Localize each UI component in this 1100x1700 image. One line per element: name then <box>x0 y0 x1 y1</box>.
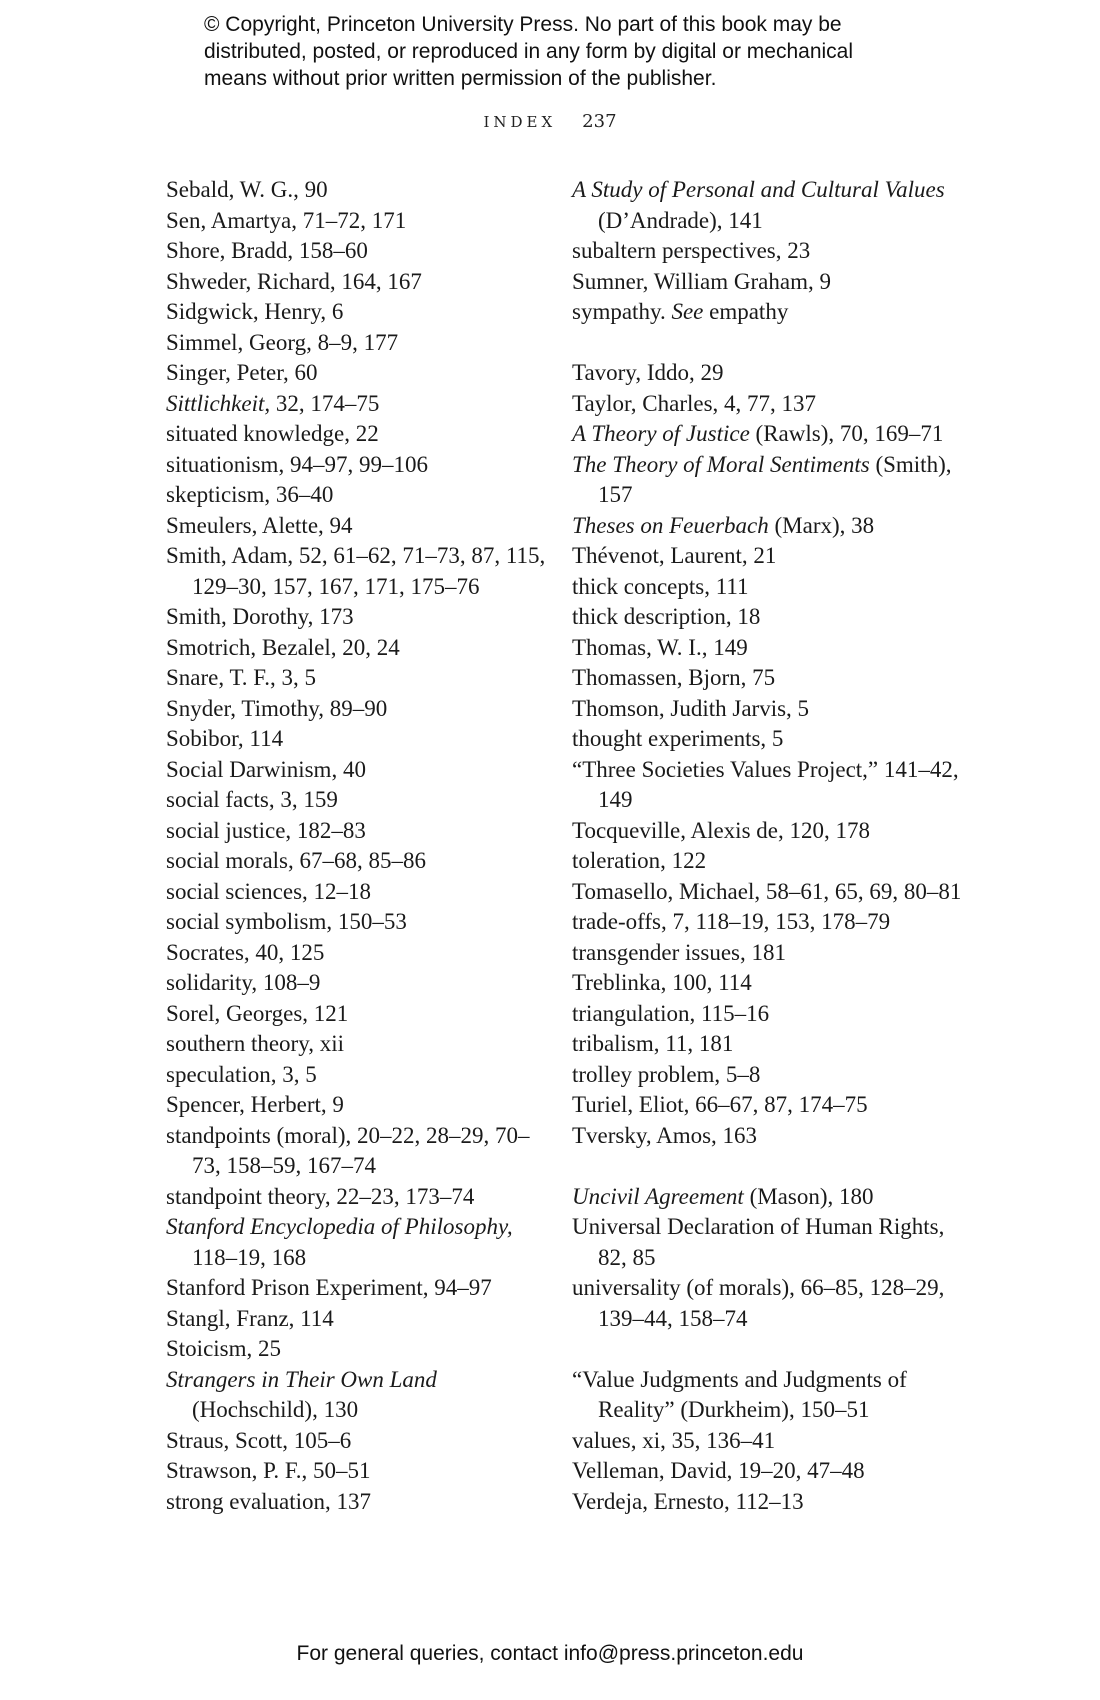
index-entry <box>572 175 972 236</box>
index-entry-text: Stanford Prison Experiment, 94–97 <box>166 1275 492 1300</box>
index-entry <box>572 1365 972 1426</box>
index-entry-text: Velleman, David, 19–20, 47–48 <box>572 1458 865 1483</box>
index-entry-text: Taylor, Charles, 4, 77, 137 <box>572 390 817 416</box>
index-entry <box>572 572 972 603</box>
index-entry-text: 32, 174–75 <box>270 390 380 416</box>
index-entry-see: See <box>671 299 704 324</box>
index-entry-text: Simmel, Georg, 8–9, 177 <box>166 329 399 355</box>
index-entry-text: social morals, 67–68, 85–86 <box>166 848 426 873</box>
index-entry-text: sympathy. <box>572 299 672 324</box>
index-entry-text: speculation, 3, 5 <box>166 1061 317 1087</box>
index-entry <box>166 1182 546 1213</box>
index-entry-text: Tocqueville, Alexis de, 120, 178 <box>572 817 870 843</box>
index-entry-text: Straus, Scott, 105–6 <box>166 1427 352 1453</box>
index-entry <box>572 541 972 572</box>
index-entry-text: Universal Declaration of Human Rights, 82, 85 <box>572 1214 945 1270</box>
index-entry-title: A Theory of Justice <box>572 421 750 446</box>
index-entry <box>572 267 972 298</box>
index-entry <box>572 968 972 999</box>
index-entry <box>572 1487 972 1518</box>
index-entry-text: Thomson, Judith Jarvis, 5 <box>572 695 810 721</box>
page-number: 237 <box>582 111 617 132</box>
index-entry-text: situationism, 94–97, 99–106 <box>166 451 428 477</box>
index-entry <box>572 236 972 267</box>
index-entry-text: Social Darwinism, 40 <box>166 756 366 782</box>
index-entry-text: triangulation, 115–16 <box>572 1000 770 1026</box>
index-letter-gap <box>572 1334 972 1365</box>
index-entry-title: Sittlichkeit, <box>166 390 271 416</box>
index-entry <box>572 358 972 389</box>
index-entry-text: (Hochschild), 130 <box>192 1397 359 1422</box>
index-entry-text: social sciences, 12–18 <box>166 878 372 904</box>
index-entry <box>166 1212 546 1273</box>
index-entry-text: Thomas, W. I., 149 <box>572 634 748 660</box>
index-entry <box>166 846 546 877</box>
index-entry <box>166 1273 546 1304</box>
index-entry-title: Uncivil Agreement <box>572 1183 744 1209</box>
index-entry-text: trolley problem, 5–8 <box>572 1061 761 1087</box>
index-entry <box>572 816 972 847</box>
index-entry <box>572 633 972 664</box>
index-entry-text: standpoint theory, 22–23, 173–74 <box>166 1183 475 1209</box>
copyright-line: © Copyright, Princeton University Press. No part of this book may be <box>204 13 842 36</box>
index-entry-text: 118–19, 168 <box>192 1244 307 1270</box>
index-column-right <box>572 175 972 1517</box>
index-entry <box>572 938 972 969</box>
index-letter-gap <box>572 1151 972 1182</box>
index-entry <box>572 1426 972 1457</box>
index-entry-text: thought experiments, 5 <box>572 726 784 751</box>
running-head <box>0 111 1100 132</box>
index-entry <box>572 1060 972 1091</box>
index-entry-text: southern theory, xii <box>166 1031 345 1056</box>
index-entry-text: Sumner, William Graham, 9 <box>572 268 831 294</box>
index-entry-text: situated knowledge, 22 <box>166 421 379 446</box>
index-entry-text: (Rawls), 70, 169–71 <box>749 421 944 446</box>
index-entry <box>166 663 546 694</box>
index-entry-text: Sorel, Georges, 121 <box>166 1000 349 1026</box>
index-entry <box>572 694 972 725</box>
index-entry-text: (D’Andrade), 141 <box>598 207 763 233</box>
index-entry-text: skepticism, 36–40 <box>166 482 334 507</box>
index-entry <box>572 755 972 816</box>
index-entry-text: standpoints (moral), 20–22, 28–29, 70–73, 158–59, 167–74 <box>166 1122 530 1178</box>
index-entry-text: Stoicism, 25 <box>166 1336 282 1361</box>
index-entry <box>166 358 546 389</box>
index-entry-text: Smeulers, Alette, 94 <box>166 512 353 538</box>
index-entry-title: Stanford Encyclopedia of Philosophy, <box>166 1214 513 1239</box>
index-entry <box>166 541 546 602</box>
index-entry <box>572 1029 972 1060</box>
index-entry <box>572 1090 972 1121</box>
index-entry <box>166 267 546 298</box>
index-entry <box>572 297 972 328</box>
index-entry <box>572 877 972 908</box>
index-entry-text: Snare, T. F., 3, 5 <box>166 665 316 690</box>
index-entry-text: Snyder, Timothy, 89–90 <box>166 695 388 721</box>
index-entry-text: Thévenot, Laurent, 21 <box>572 543 777 568</box>
index-entry-text: Tversky, Amos, 163 <box>572 1122 758 1148</box>
index-entry-text: Tomasello, Michael, 58–61, 65, 69, 80–81 <box>572 878 962 904</box>
index-entry <box>572 1212 972 1273</box>
index-entry-text: Thomassen, Bjorn, 75 <box>572 665 776 690</box>
running-head-label: INDEX <box>483 113 557 131</box>
index-entry <box>572 389 972 420</box>
index-entry-text: thick description, 18 <box>572 604 761 629</box>
index-entry-text: Tavory, Iddo, 29 <box>572 360 724 385</box>
index-entry <box>166 511 546 542</box>
copyright-line: distributed, posted, or reproduced in any form by digital or mechanical <box>204 40 854 63</box>
index-entry-text: Smotrich, Bezalel, 20, 24 <box>166 634 400 660</box>
index-entry-text: social justice, 182–83 <box>166 817 366 843</box>
index-entry-text: universality (of morals), 66–85, 128–29, 139–44, 158–74 <box>572 1275 945 1331</box>
index-entry-text: Spencer, Herbert, 9 <box>166 1092 344 1117</box>
index-entry <box>166 968 546 999</box>
index-entry <box>166 938 546 969</box>
index-entry-text: (Marx), 38 <box>768 512 875 538</box>
index-entry <box>572 907 972 938</box>
index-entry <box>166 1060 546 1091</box>
index-letter-gap <box>572 328 972 359</box>
index-entry <box>166 1090 546 1121</box>
index-entry-text: social symbolism, 150–53 <box>166 909 407 934</box>
index-entry <box>166 816 546 847</box>
index-entry-text: strong evaluation, 137 <box>166 1488 372 1514</box>
index-entry <box>166 877 546 908</box>
index-entry-text: subaltern perspectives, 23 <box>572 238 811 263</box>
index-entry <box>572 1121 972 1152</box>
index-entry-text: toleration, 122 <box>572 848 707 873</box>
index-entry <box>166 1426 546 1457</box>
index-entry-text: Singer, Peter, 60 <box>166 360 318 385</box>
copyright-line: means without prior written permission of the publisher. <box>204 67 717 90</box>
index-entry <box>166 1304 546 1335</box>
index-entry <box>166 1121 546 1182</box>
index-entry-text: Shore, Bradd, 158–60 <box>166 238 368 263</box>
index-entry-text: thick concepts, 111 <box>572 573 749 599</box>
index-entry-text: “Value Judgments and Judgments of Reality” (Durkheim), 150–51 <box>572 1366 907 1422</box>
index-entry <box>166 419 546 450</box>
index-entry-text: trade-offs, 7, 118–19, 153, 178–79 <box>572 909 891 934</box>
footer-contact: For general queries, contact info@press.princeton.edu <box>296 1642 804 1665</box>
index-entry <box>166 206 546 237</box>
index-entry <box>572 1182 972 1213</box>
index-entry-text: Smith, Dorothy, 173 <box>166 604 354 629</box>
index-entry <box>166 450 546 481</box>
index-entry <box>166 999 546 1030</box>
index-entry-text: transgender issues, 181 <box>572 939 786 965</box>
index-entry <box>166 175 546 206</box>
index-entry-text: (Smith), 157 <box>598 451 952 507</box>
index-entry <box>572 419 972 450</box>
index-entry-text: solidarity, 108–9 <box>166 970 321 995</box>
index-entry <box>166 785 546 816</box>
index-entry-title: The Theory of Moral Sentiments <box>572 451 870 477</box>
index-entry-title: A Study of Personal and Cultural Values <box>572 177 945 202</box>
index-entry-text: Sobibor, 114 <box>166 726 284 751</box>
index-entry-title: Theses on Feuerbach <box>572 512 769 538</box>
index-entry-text: “Three Societies Values Project,” 141–42, 149 <box>572 756 959 812</box>
index-entry <box>166 633 546 664</box>
index-entry-text: Treblinka, 100, 114 <box>572 970 752 995</box>
index-entry-text: Socrates, 40, 125 <box>166 939 325 965</box>
index-entry <box>166 236 546 267</box>
index-entry-text: Verdeja, Ernesto, 112–13 <box>572 1488 804 1514</box>
index-entry <box>572 602 972 633</box>
index-entry <box>166 1029 546 1060</box>
index-entry-text: Smith, Adam, 52, 61–62, 71–73, 87, 115, 129–30, 157, 167, 171, 175–76 <box>166 543 546 599</box>
index-entry <box>572 999 972 1030</box>
index-column-left <box>166 175 546 1517</box>
index-entry <box>166 1365 546 1426</box>
index-entry-text: values, xi, 35, 136–41 <box>572 1427 776 1453</box>
index-entry-text: Sebald, W. G., 90 <box>166 177 328 202</box>
index-entry <box>166 1487 546 1518</box>
index-entry <box>166 389 546 420</box>
index-entry <box>166 480 546 511</box>
index-entry <box>166 297 546 328</box>
index-entry <box>572 846 972 877</box>
index-entry <box>572 724 972 755</box>
index-entry-text: Strawson, P. F., 50–51 <box>166 1458 371 1483</box>
index-entry-title: Strangers in Their Own Land <box>166 1366 437 1392</box>
index-entry-text: (Mason), 180 <box>743 1183 874 1209</box>
index-entry <box>572 1456 972 1487</box>
index-entry-text: Sidgwick, Henry, 6 <box>166 299 344 324</box>
index-entry <box>166 694 546 725</box>
index-entry-text: Stangl, Franz, 114 <box>166 1305 334 1331</box>
index-entry-text: social facts, 3, 159 <box>166 787 338 812</box>
index-entry <box>166 907 546 938</box>
index-entry-text: empathy <box>703 299 789 324</box>
index-entry <box>572 1273 972 1334</box>
index-entry <box>572 663 972 694</box>
index-entry-text: Shweder, Richard, 164, 167 <box>166 268 422 294</box>
index-entry <box>166 1334 546 1365</box>
index-entry <box>572 511 972 542</box>
index-entry <box>166 602 546 633</box>
copyright-notice <box>204 11 964 92</box>
index-entry-text: Turiel, Eliot, 66–67, 87, 174–75 <box>572 1092 868 1117</box>
index-entry <box>166 1456 546 1487</box>
index-entry <box>166 755 546 786</box>
index-entry-text: tribalism, 11, 181 <box>572 1031 734 1056</box>
index-entry <box>166 724 546 755</box>
index-entry-text: Sen, Amartya, 71–72, 171 <box>166 207 407 233</box>
index-entry <box>572 450 972 511</box>
index-entry <box>166 328 546 359</box>
